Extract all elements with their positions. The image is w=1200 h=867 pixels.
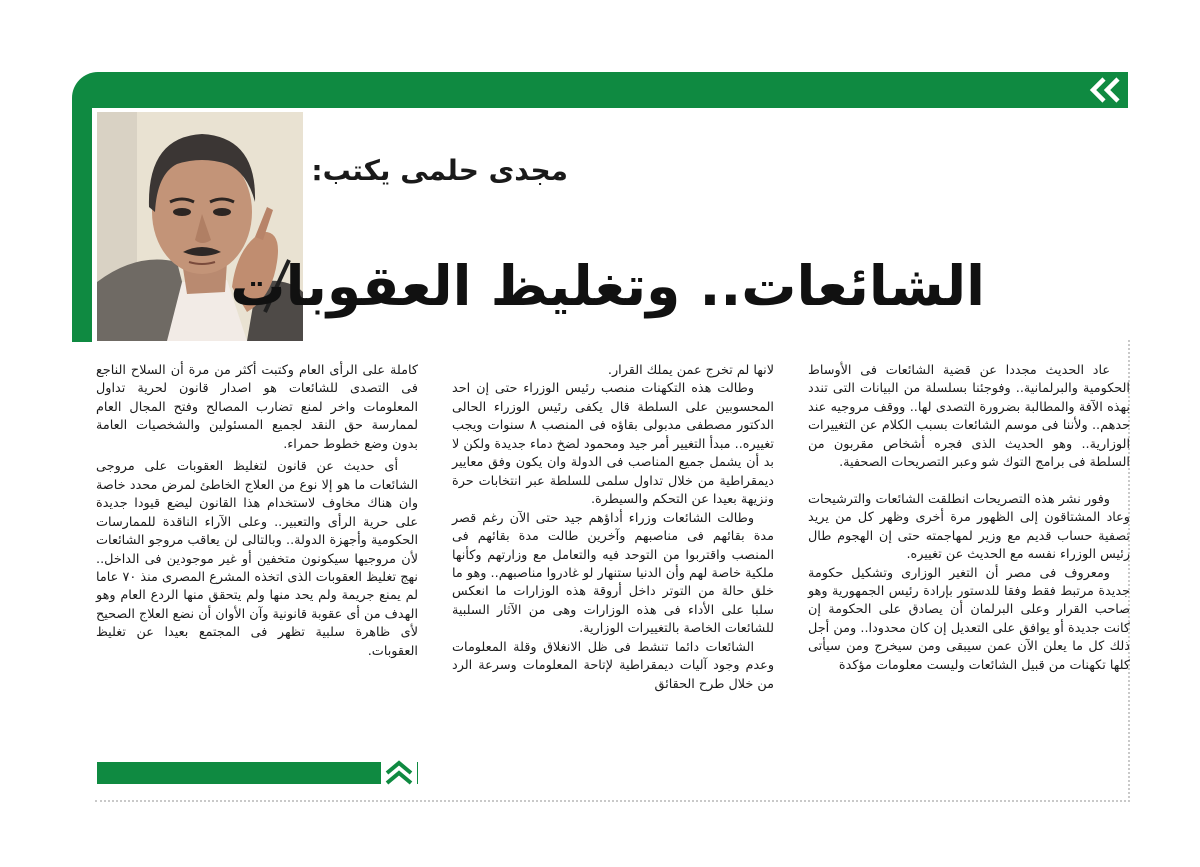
double-chevron-up-icon (381, 760, 417, 786)
double-chevron-left-icon (1084, 72, 1128, 108)
article-byline: مجدى حلمى يكتب: (311, 154, 568, 187)
paragraph: وطالت الشائعات وزراء أداؤهم جيد حتى الآن رغم قصر مدة بقائهم فى مناصبهم وآخرين طالت مدة بقائهم فى المنصب واقتربوا من التوحد فيه والتعامل مع وزارتهم وكأنها ملكية خاصة لهم وأن الدنيا ستنهار لو غادروا مناصبهم.. وهو ما خلق حالة من التوتر داخل أروقة هذه الوزارات ما انعكس سلبا على الأداء فى هذه الوزارات وهى من الآثار السلبية للشائعات الخاصة بالتغييرات الوزارية. (452, 510, 774, 637)
article-headline: الشائعات.. وتغليظ العقوبات (230, 254, 985, 318)
paragraph: لانها لم تخرج عمن يملك القرار. (607, 363, 774, 378)
paragraph: ومعروف فى مصر أن التغير الوزارى وتشكيل حكومة جديدة مرتبط فقط وفقا للدستور بإرادة رئيس الجمهورية وهو صاحب القرار وعلى البرلمان أن يصادق على الحكومة إن كانت جديدة أو يوافق على التعديل إن كان محدودا.. ومن أجل ذلك كل ما يعلن الآن عمن سيبقى ومن سيخرج ومن سيأتى كلها تكهنات من قبيل الشائعات وليست معلومات مؤكدة (808, 565, 1130, 673)
footer-green-bar (97, 762, 418, 784)
paragraph: الشائعات دائما تنشط فى ظل الانغلاق وقلة المعلومات وعدم وجود آليات ديمقراطية لإتاحة المعلومات وسرعة الرد من خلال طرح الحقائق (452, 639, 774, 692)
paragraph: أى حديث عن قانون لتغليظ العقوبات على مروجى الشائعات ما هو إلا نوع من العلاج الخاطئ لمرض محدد خاصة وان هناك مخاوف لاستخدام هذا القانون ليضع قيودا جديدة على حرية الرأى والتعبير.. وعلى الآراء الناقدة للممارسات الحكومية وأجهزة الدولة.. وبالتالى لن يعاقب مروجو الشائعات لأن مروجيها سيكونون متخفين أو غير موجودين فى الداخل.. نهج تغليظ العقوبات الذى اتخذه المشرع المصرى منذ ٧٠ عاما لم يمنع جريمة ولم يحد منها ولم يتحقق منها الردع العام وهو الهدف من أى عقوبة قانونية وآن الأوان أن نضع العلاج الصحيح لأى ظاهرة سلبية تظهر فى المجتمع بعيدا عن تغليظ العقوبات. (96, 459, 418, 659)
paragraph: كاملة على الرأى العام وكتبت أكثر من مرة أن السلاح الناجع فى التصدى للشائعات هو اصدار قانون لحرية تداول المعلومات واخر لمنع تضارب المصالح وفتح المجال العام لممارسة حق النقد لجميع المسئولين والشخصيات العامة بدون وضع خطوط حمراء. (96, 363, 418, 452)
article-column-left (96, 362, 418, 661)
article-column-right (808, 362, 1130, 675)
paragraph: وطالت هذه التكهنات منصب رئيس الوزراء حتى إن احد المحسوبين على السلطة قال يكفى رئيس الوزراء الحالى الدكتور مصطفى مدبولى بقاؤه فى المنصب ٨ سنوات ويجب تغييره.. مبدأ التغيير أمر جيد ومحمود لضخ دماء جديدة ولكن لا بد أن يشمل جميع المناصب فى الدولة وان يكون وفق معايير ديمقراطية من خلال تداول سلمى للسلطة عبر انتخابات حرة ونزيهة بعيدا عن التحكم والسيطرة. (452, 381, 774, 508)
paragraph: وفور نشر هذه التصريحات انطلقت الشائعات والترشيحات وعاد المشتاقون إلى الظهور مرة أخرى وظهر كل من يريد تصفية حساب قديم مع وزير لمهاجمته حتى إن الهجوم طال رئيس الوزراء نفسه مع الحديث عن تغييره. (808, 491, 1130, 563)
paragraph: عاد الحديث مجددا عن قضية الشائعات فى الأوساط الحكومية والبرلمانية.. وفوجئنا بسلسلة من البيانات التى تندد بهذه الآفة والمطالبة بضرورة التصدى لها.. ووقف مروجيه عند حدهم.. ولأننا فى موسم الشائعات بسبب الكلام عن التغييرات الوزارية.. وهو الحديث الذى فجره أشخاص مقربون من السلطة فى برامج التوك شو وعبر التصريحات الصحفية. (808, 363, 1130, 471)
header-green-bar (72, 72, 1128, 108)
article-column-middle (452, 362, 774, 694)
side-green-bar (72, 100, 92, 342)
